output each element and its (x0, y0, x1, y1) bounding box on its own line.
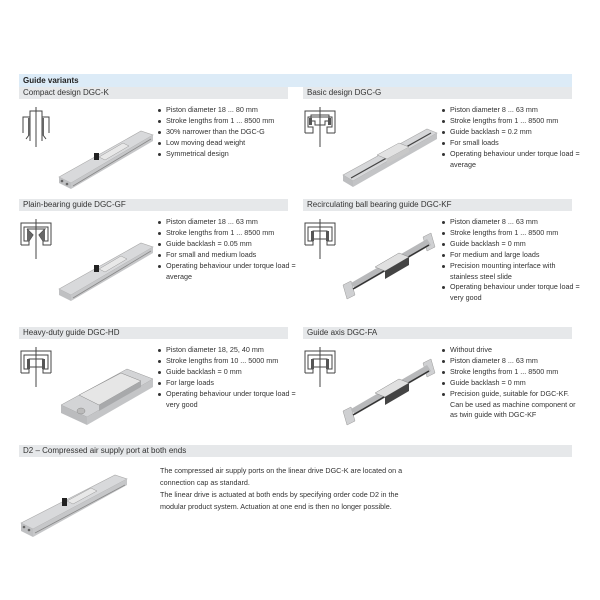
feature-item: Guide backlash = 0 mm (441, 378, 581, 389)
feature-item: Piston diameter 8 ... 63 mm (441, 105, 581, 116)
section-heading: Guide axis DGC-FA (303, 327, 572, 339)
variant-row-3 (19, 327, 576, 445)
dgc-fa-product-image (341, 349, 439, 429)
feature-list (157, 217, 297, 282)
feature-item: For small and medium loads (157, 250, 297, 261)
d2-paragraph: The compressed air supply ports on the linear drive DGC-K are located on a connection cap as standard. (160, 466, 403, 487)
variant-dgc-fa (303, 327, 576, 445)
feature-item: Operating behaviour under torque load = average (441, 149, 581, 171)
feature-item: For large loads (157, 378, 297, 389)
dgc-kf-product-image (341, 223, 439, 303)
feature-item: 30% narrower than the DGC-G (157, 127, 297, 138)
section-heading: Basic design DGC-G (303, 87, 572, 99)
dgc-k-product-image (57, 109, 155, 189)
feature-item: Operating behaviour under torque load = average (157, 261, 297, 283)
section-heading: Compact design DGC-K (19, 87, 288, 99)
variant-dgc-g (303, 87, 580, 199)
plain-bearing-guide-symbol-icon (19, 219, 53, 259)
d2-paragraph: The linear drive is actuated at both ends by specifying order code D2 in the modular product system. Actuation at one end is then no longer possible. (160, 490, 399, 511)
feature-list (441, 105, 581, 170)
feature-item: Symmetrical design (157, 149, 297, 160)
feature-item: Guide backlash = 0 mm (441, 239, 581, 250)
variant-row-2 (19, 199, 580, 327)
variant-dgc-gf (19, 199, 296, 327)
feature-item: Low moving dead weight (157, 138, 297, 149)
ball-bearing-guide-symbol-icon (303, 219, 337, 259)
dgc-gf-product-image (57, 223, 155, 303)
feature-item: Piston diameter 8 ... 63 mm (441, 356, 581, 367)
feature-list (441, 217, 581, 304)
variant-dgc-k (19, 87, 288, 199)
section-heading: Recirculating ball bearing guide DGC-KF (303, 199, 572, 211)
feature-item: Stroke lengths from 1 ... 8500 mm (441, 116, 581, 127)
feature-item: Guide backlash = 0 mm (157, 367, 297, 378)
feature-item: For medium and large loads (441, 250, 581, 261)
feature-item: Stroke lengths from 1 ... 8500 mm (441, 228, 581, 239)
variant-dgc-kf (303, 199, 580, 327)
feature-list (441, 345, 581, 421)
feature-item: Stroke lengths from 1 ... 8500 mm (441, 367, 581, 378)
guide-axis-symbol-icon (303, 347, 337, 387)
compact-guide-symbol-icon (19, 107, 53, 147)
feature-item: Operating behaviour under torque load = very good (441, 282, 581, 304)
feature-item: Without drive (441, 345, 581, 356)
feature-item: For small loads (441, 138, 581, 149)
d2-description (160, 465, 420, 513)
feature-item: Stroke lengths from 1 ... 8500 mm (157, 116, 297, 127)
feature-item: Guide backlash = 0.2 mm (441, 127, 581, 138)
feature-item: Operating behaviour under torque load = very good (157, 389, 297, 411)
feature-item: Piston diameter 8 ... 63 mm (441, 217, 581, 228)
variant-dgc-hd (19, 327, 296, 445)
variant-row-1 (19, 87, 580, 199)
d2-section (19, 445, 572, 545)
heavy-duty-guide-symbol-icon (19, 347, 53, 387)
basic-guide-symbol-icon (303, 107, 337, 147)
feature-item: Guide backlash = 0.05 mm (157, 239, 297, 250)
feature-item: Piston diameter 18 ... 80 mm (157, 105, 297, 116)
dgc-g-product-image (341, 109, 439, 189)
feature-list (157, 345, 297, 410)
dgc-hd-product-image (57, 349, 155, 429)
feature-item: Stroke lengths from 1 ... 8500 mm (157, 228, 297, 239)
feature-item: Piston diameter 18, 25, 40 mm (157, 345, 297, 356)
feature-item: Stroke lengths from 10 ... 5000 mm (157, 356, 297, 367)
feature-item: Piston diameter 18 ... 63 mm (157, 217, 297, 228)
section-heading: Heavy-duty guide DGC-HD (19, 327, 288, 339)
feature-item: Precision guide, suitable for DGC-KF. Can be used as machine component or as twin guide with DGC-KF (441, 389, 581, 422)
section-heading: Plain-bearing guide DGC-GF (19, 199, 288, 211)
feature-list (157, 105, 297, 160)
guide-variants-page (19, 74, 580, 545)
section-heading: D2 – Compressed air supply port at both ends (19, 445, 572, 457)
d2-product-image (19, 465, 129, 541)
page-title: Guide variants (19, 74, 572, 87)
feature-item: Precision mounting interface with stainless steel slide (441, 261, 581, 283)
